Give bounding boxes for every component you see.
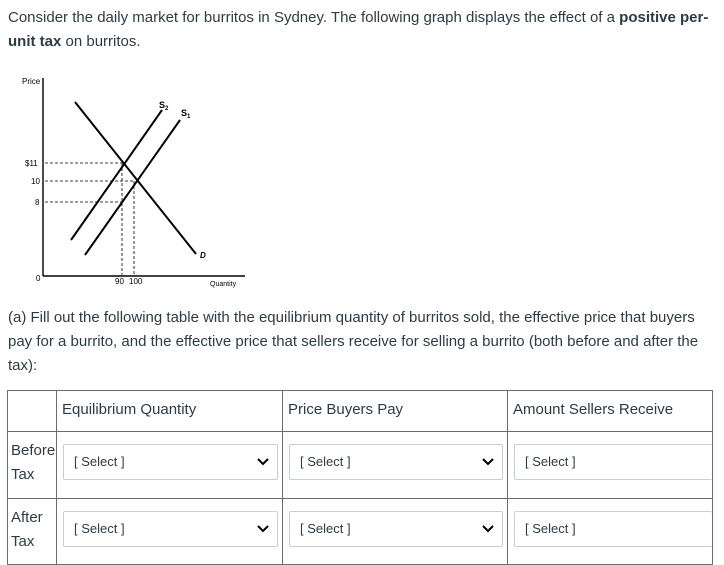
table-row-before-tax [8,432,713,499]
demand-curve-d [75,102,196,254]
select-before-amount-sellers-receive[interactable]: [ Select ] [514,444,712,480]
row-label-before-tax: Before Tax [8,432,57,499]
supply-curve-s1 [85,120,180,255]
x-tick-90: 90 [115,277,124,286]
y-tick-10: 10 [31,177,40,186]
supply-curve-s2 [71,110,162,240]
y-tick-8: 8 [35,198,40,207]
row-label-after-tax: After Tax [8,499,57,565]
question-text [8,6,720,54]
part-a-text: (a) Fill out the following table with the equilibrium quantity of burritos sold, the effective price that buyers pay for a burrito, and the effective price that sellers receive for selling a burrito (both before and after the tax): [8,309,699,374]
origin-label: 0 [36,274,41,283]
chevron-down-icon [482,458,494,466]
select-after-amount-sellers-receive[interactable]: [ Select ] [514,511,712,547]
x-tick-100: 100 [129,277,143,286]
header-price-buyers-pay: Price Buyers Pay [283,391,508,432]
chevron-down-icon [482,525,494,533]
y-tick-11: $11 [25,159,38,168]
supply-demand-graph [0,70,260,295]
y-axis-label: Price [22,77,41,86]
chevron-down-icon [257,525,269,533]
select-after-equilibrium-quantity[interactable]: [ Select ] [63,511,278,547]
select-before-price-buyers-pay[interactable]: [ Select ] [289,444,503,480]
table-row-after-tax [8,499,713,565]
label-s1: $S_1$ [181,108,191,120]
table-header-row [8,391,713,432]
header-blank [8,391,57,432]
select-before-equilibrium-quantity[interactable]: [ Select ] [63,444,278,480]
question-text-end: on burritos. [61,33,141,50]
chevron-down-icon [257,458,269,466]
select-after-price-buyers-pay[interactable]: [ Select ] [289,511,503,547]
question-text-emphasis: positive per-unit tax [8,9,709,50]
label-s2: $S_2$ [159,100,169,112]
header-amount-sellers-receive: Amount Sellers Receive [508,391,713,432]
answer-table [7,390,713,565]
question-text-intro: Consider the daily market for burritos in Sydney. The following graph displays the effect of a [8,9,620,26]
label-d: D [200,251,206,260]
header-equilibrium-quantity: Equilibrium Quantity [57,391,283,432]
x-axis-label: Quantity [210,281,237,288]
